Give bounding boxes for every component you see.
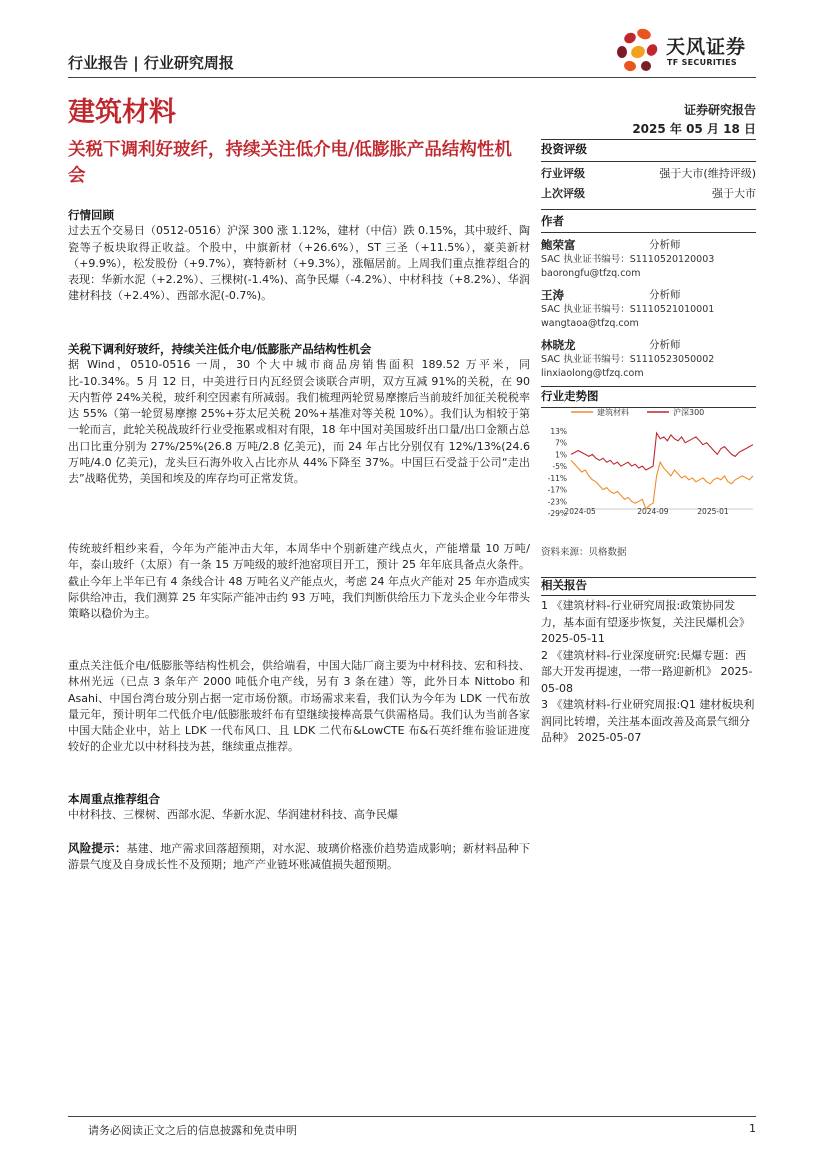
- tf-logo-icon: [612, 24, 666, 76]
- y-tick-label: -5%: [552, 462, 567, 472]
- related-report[interactable]: 3 《建筑材料-行业研究周报:Q1 建材板块利润同比转增，关注基本面改善及高景气细分品种》 2025-05-07: [541, 698, 755, 744]
- author-cert: SAC 执业证书编号：S1110520120003: [541, 254, 715, 265]
- disclaimer[interactable]: 请务必阅读正文之后的信息披露和免责申明: [88, 1124, 297, 1137]
- y-tick-label: -23%: [547, 497, 567, 507]
- page-number: 1: [749, 1122, 756, 1135]
- y-tick-label: 1%: [555, 450, 567, 460]
- related-report[interactable]: 2 《建筑材料-行业深度研究:民爆专题：西部大开发再提速，一带一路迎新机》 2025-05-08: [541, 648, 753, 695]
- y-tick-label: -11%: [547, 473, 567, 483]
- x-tick-label: 2025-01: [697, 507, 729, 516]
- rating-heading: 投资评级: [541, 142, 587, 156]
- author-cert: SAC 执业证书编号：S1110523050002: [541, 354, 715, 365]
- section-main-thesis: [68, 341, 530, 488]
- sector-title: 建筑材料: [68, 97, 176, 128]
- section-market-review: [68, 207, 530, 305]
- rating-key: 上次评级: [541, 187, 585, 200]
- related-block: [541, 577, 756, 747]
- paragraph: 重点关注低介电/低膨胀等结构性机会，供给端看，中国大陆厂商主要为中材科技、宏和科技、林州光远（已点 3 条年产 2000 吨低介电产线，另有 3 条在建）等，此外日本 Nittobo 和 Asahi、中国台湾台玻分别占据一定市场份额。市场需求来看，我们认为今年为 LDK 一代布放量元年，预计明年二代低介电/低膨胀玻纤布有望继续接棒高景气供需格局。我们认为当前各家中国大陆企业中，站上 LDK 一代布风口、且 LDK 二代布&LowCTE 布&石英纤维布验证进度较好的企业尤以中材科技为甚，继续重点推荐。: [68, 659, 530, 754]
- report-type: 行业报告 | 行业研究周报: [68, 54, 234, 72]
- x-tick-label: 2024-05: [564, 507, 596, 516]
- paragraph: 过去五个交易日（0512-0516）沪深 300 涨 1.12%，建材（中信）跌 0.15%，其中玻纤、陶瓷等子板块取得正收益。个股中，中旗新材（+26.6%），ST 三圣（+11.5%），豪美新材（+9.9%），松发股份（+9.7%），赛特新材（+9.3%），涨幅居前。上周我们重点推荐组合的表现：华新水泥（+2.2%）、三棵树(-1.4%)、高争民爆（-4.2%）、中材科技（+8.2%）、华润建材科技（+2.4%）、西部水泥(-0.7%)。: [68, 224, 530, 303]
- author-name: 林晓龙: [541, 338, 576, 352]
- report-date: 2025 年 05 月 18 日: [632, 122, 756, 136]
- section-portfolio: [68, 791, 530, 824]
- authors-block: [541, 213, 756, 387]
- author-entry: [541, 337, 756, 387]
- paragraph: 中材科技、三棵树、西部水泥、华新水泥、华润建材科技、高争民爆: [68, 808, 398, 822]
- author-role: 分析师: [649, 339, 681, 351]
- y-tick-label: -29%: [547, 509, 567, 518]
- section-heading: 关税下调利好玻纤，持续关注低介电/低膨胀产品结构性机会: [68, 342, 372, 356]
- risk-warning: [68, 840, 530, 874]
- logo-english: TF SECURITIES: [667, 58, 737, 67]
- legend-label: 建筑材料: [597, 408, 629, 417]
- author-name: 鲍荣富: [541, 238, 576, 252]
- section-heading: 行情回顾: [68, 208, 114, 222]
- related-report[interactable]: 1 《建筑材料-行业研究周报:政策协同发力，基本面有望逐步恢复，关注民爆机会》 2025-05-11: [541, 599, 750, 645]
- authors-heading: 作者: [541, 214, 564, 228]
- paragraph-block: [68, 541, 530, 622]
- author-entry: [541, 237, 756, 287]
- risk-label: 风险提示：: [68, 841, 127, 855]
- footer-divider: [68, 1116, 756, 1117]
- rating-key: 行业评级: [541, 167, 585, 180]
- divider: [541, 161, 756, 162]
- paragraph: 传统玻纤粗纱来看，今年为产能冲击大年，本周华中个别新建产线点火，产能增量 10 万吨/年，泰山玻纤（太原）有一条 15 万吨级的玻纤池窑项目开工，预计 25 年年底具备点火条件。截止今年上半年已有 4 条线合计 48 万吨名义产能点火，考虑 24 年点火产能对 25 年亦造成实际供给冲击，我们测算 25 年实际产能冲击约 93 万吨，我们判断供给压力下龙头企业今年带头策略以稳价为主。: [68, 542, 530, 621]
- risk-text: 基建、地产需求回落超预期，对水泥、玻璃价格涨价趋势造成影响；新材料品种下游景气度及自身成长性不及预期；地产产业链坏账减值损失超预期。: [68, 842, 530, 872]
- rating-row: [541, 185, 756, 201]
- author-role: 分析师: [649, 239, 681, 251]
- logo-name: 天风证券: [666, 36, 747, 58]
- y-tick-label: 7%: [555, 438, 567, 448]
- author-email[interactable]: baorongfu@tfzq.com: [541, 268, 641, 279]
- y-tick-label: 13%: [550, 427, 567, 436]
- research-label: 证券研究报告: [683, 103, 756, 117]
- sidebar-divider: [541, 139, 756, 140]
- author-email[interactable]: linxiaolong@tfzq.com: [541, 368, 644, 379]
- header-divider: [68, 77, 756, 78]
- report-title: 关税下调利好玻纤，持续关注低介电/低膨胀产品结构性机会: [68, 140, 512, 186]
- sidebar-divider: [541, 386, 756, 387]
- rating-value: 强于大市(维持评级): [659, 167, 756, 180]
- author-role: 分析师: [649, 289, 681, 301]
- divider: [541, 232, 756, 233]
- y-tick-label: -17%: [547, 485, 567, 495]
- chart-source: 资料来源：贝格数据: [541, 547, 627, 558]
- series-line-building-materials: [571, 460, 753, 509]
- related-heading: 相关报告: [541, 578, 587, 592]
- chart-heading: 行业走势图: [541, 389, 599, 403]
- author-entry: [541, 287, 756, 337]
- paragraph: 据 Wind，0510-0516 一周，30 个大中城市商品房销售面积 189.52 万平米，同比-10.34%。5 月 12 日，中美进行日内瓦经贸会谈联合声明，双方互减 91%的关税，在 90 天内暂停 24%关税，玻纤利空因素有所减弱。我们梳理两轮贸易摩擦后当前玻纤加征关税税率达 55%（第一轮贸易摩擦 25%+芬太尼关税 20%+基准对等关税 10%）。我们认为相较于第一轮而言，此轮关税战玻纤行业受拖累或相对有限，18 年中国对美国玻纤出口量/出口金额占总出口比重分别为 27%/25%(26.8 万吨/2.8 亿美元)，而 24 年占比分别仅有 12%/13%(24.6 万吨/4.0 亿美元)，龙头巨石海外收入占比亦从 44%下降至 37%。中国巨石受益于公司“走出去”战略优势，美国和埃及的库存均可正常发货。: [68, 358, 530, 486]
- industry-trend-chart: [541, 405, 756, 523]
- rating-row: [541, 165, 756, 181]
- rating-value: 强于大市: [712, 187, 756, 200]
- rating-block: [541, 141, 756, 201]
- author-email[interactable]: wangtaoa@tfzq.com: [541, 318, 639, 329]
- author-name: 王涛: [541, 288, 564, 302]
- paragraph-block: [68, 658, 530, 756]
- divider: [541, 595, 756, 596]
- sidebar-divider: [541, 209, 756, 210]
- section-heading: 本周重点推荐组合: [68, 792, 160, 806]
- x-tick-label: 2024-09: [637, 507, 669, 516]
- legend-label: 沪深300: [673, 408, 705, 417]
- author-cert: SAC 执业证书编号：S1110521010001: [541, 304, 715, 315]
